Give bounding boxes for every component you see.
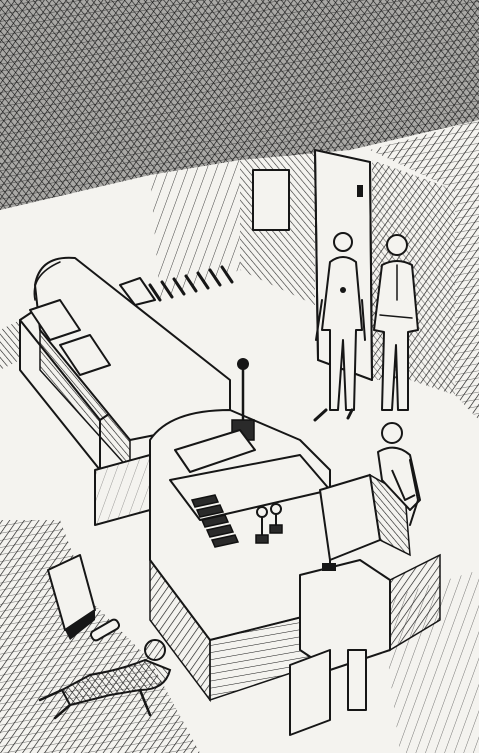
antenna	[232, 358, 254, 440]
door-handle	[357, 185, 363, 197]
wall-window	[253, 170, 289, 230]
console-box	[320, 475, 380, 560]
